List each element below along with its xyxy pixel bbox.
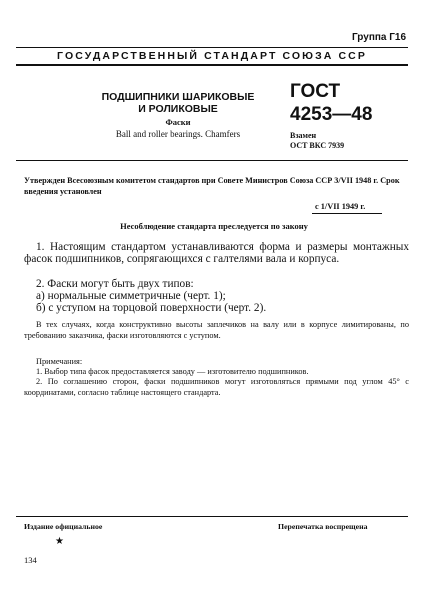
clause-1: 1. Настоящим стандартом устанавливаются форма и размеры монтажных фасок подшипников, сопрягающихся с галтелями вала и корпуса. xyxy=(24,241,409,265)
title-line-2: И РОЛИКОВЫЕ xyxy=(138,103,218,115)
effective-date-underline xyxy=(312,213,382,214)
document-subtitle-ru: Фаски xyxy=(165,117,191,127)
clause-2-item-a: а) нормальные симметричные (черт. 1); xyxy=(36,290,226,302)
replaces-value: ОСТ ВКС 7939 xyxy=(290,141,345,150)
reprint-label: Перепечатка воспрещена xyxy=(278,522,368,531)
star-icon: ★ xyxy=(55,536,64,547)
notes-heading: Примечания: xyxy=(36,357,83,366)
title-line-1: ПОДШИПНИКИ ШАРИКОВЫЕ xyxy=(101,91,255,103)
gost-number: 4253—48 xyxy=(290,104,373,125)
standard-banner: ГОСУДАРСТВЕННЫЙ СТАНДАРТ СОЮЗА ССР xyxy=(57,50,367,62)
title-divider-rule xyxy=(16,160,408,161)
note-2: 2. По соглашению сторон, фаски подшипников могут изготовляться прямыми под углом 45° с координатами, согласно таблице настоящего стандарта. xyxy=(24,377,409,397)
group-label: Группа Г16 xyxy=(352,32,407,43)
footer-rule xyxy=(16,516,408,517)
banner-top-rule xyxy=(16,47,408,48)
page-number: 134 xyxy=(24,555,37,565)
document-title-en: Ball and roller bearings. Chamfers xyxy=(115,129,241,139)
clause-2-item-b: б) с уступом на торцовой поверхности (черт. 2). xyxy=(36,302,267,314)
gost-code: ГОСТ xyxy=(290,81,341,102)
enforcement-note: Несоблюдение стандарта преследуется по закону xyxy=(120,221,308,231)
clause-2-intro: 2. Фаски могут быть двух типов: xyxy=(36,278,194,290)
document-title-ru xyxy=(80,91,276,115)
replaces-label: Взамен xyxy=(290,131,317,140)
edition-label: Издание официальное xyxy=(24,522,103,531)
banner-bottom-rule xyxy=(16,64,408,66)
approval-text: Утвержден Всесоюзным комитетом стандартов при Совете Министров Союза ССР 3/VII 1948 г. Срок введения установлен xyxy=(24,176,400,196)
clause-3: В тех случаях, когда конструктивно высоты заплечиков на валу или в корпусе лимитированы, по требованию заказчика, фаски изготовляются с уступом. xyxy=(24,320,409,340)
note-1: 1. Выбор типа фасок предоставляется заводу — изготовителю подшипников. xyxy=(36,367,309,376)
effective-date: с 1/VII 1949 г. xyxy=(315,202,366,211)
